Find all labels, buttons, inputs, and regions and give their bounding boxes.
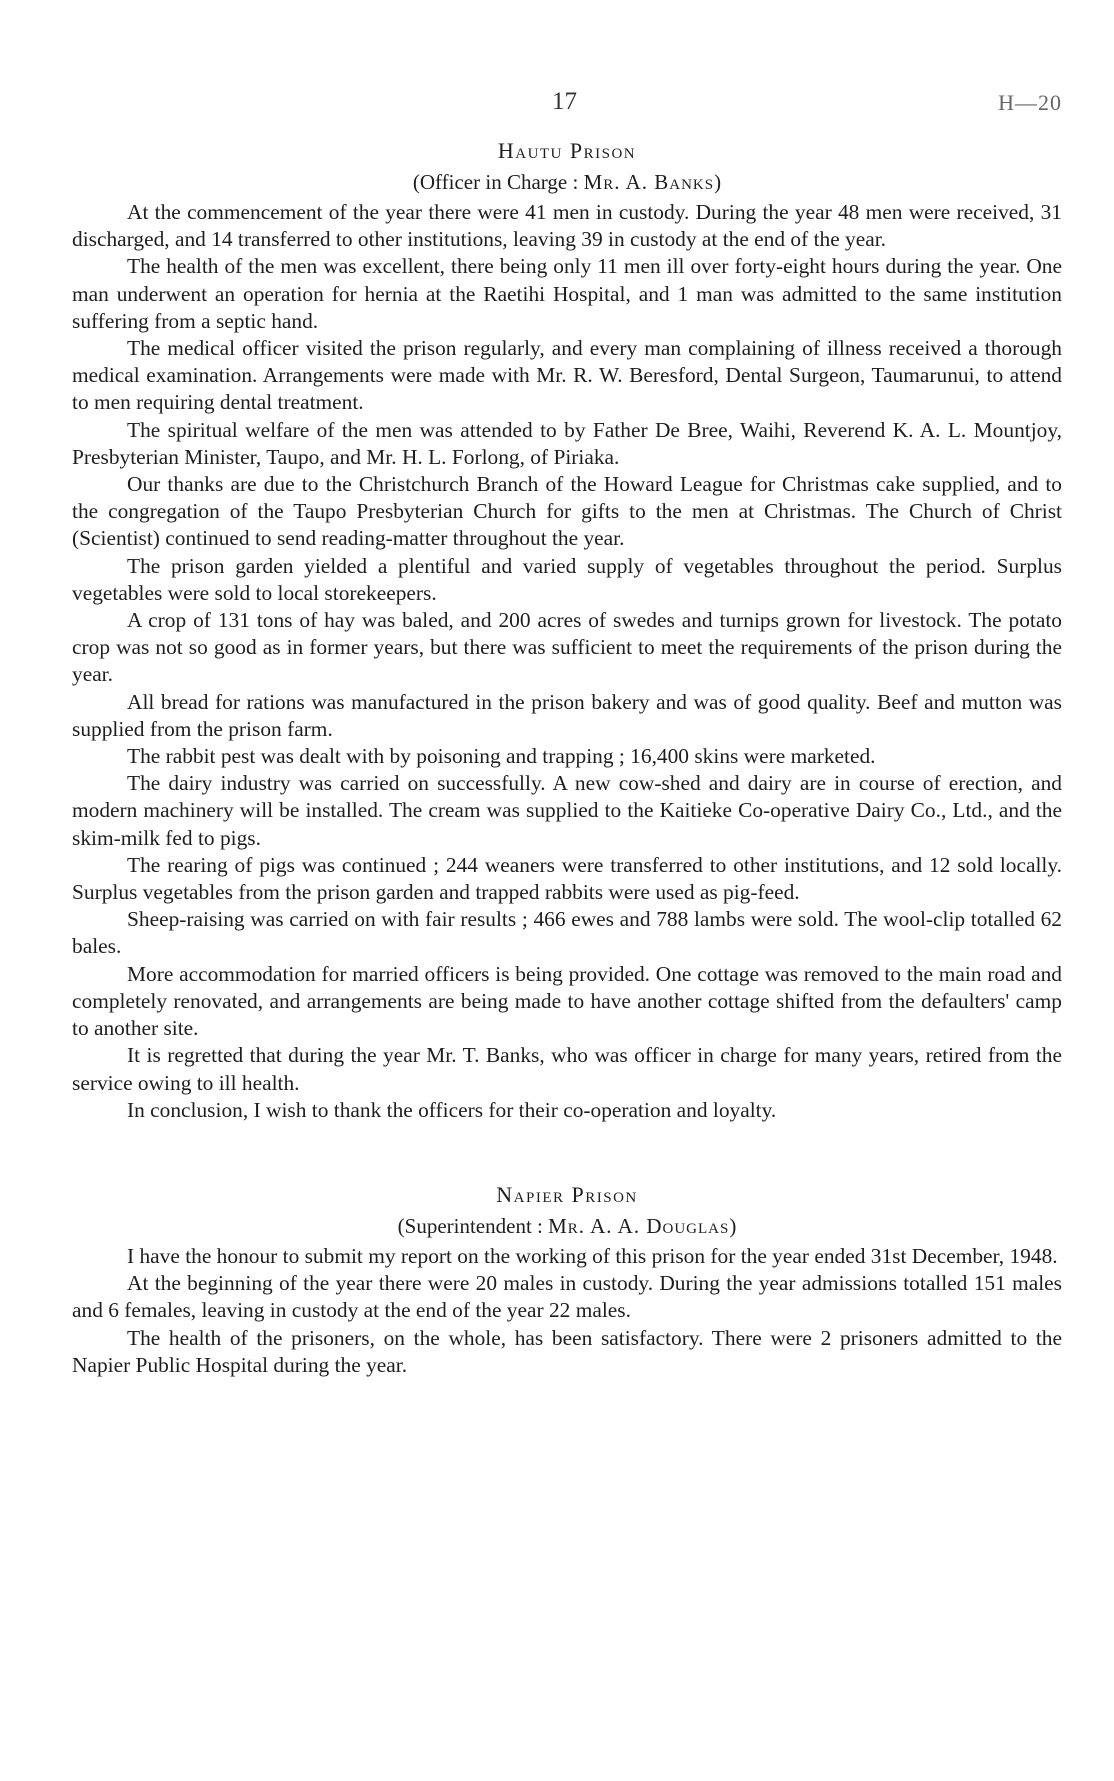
section-hautu-prison bbox=[72, 138, 1062, 1124]
officer-name: Mr. A. Banks bbox=[583, 170, 715, 194]
section-subtitle bbox=[72, 1214, 1062, 1239]
paragraph: At the commencement of the year there were 41 men in custody. During the year 48 men were received, 31 discharged, and 14 transferred to other institutions, leaving 39 in custody at the end of the year. bbox=[72, 200, 1062, 252]
page-header bbox=[72, 80, 1062, 124]
section-napier-prison bbox=[72, 1182, 1062, 1379]
paragraph: The spiritual welfare of the men was attended to by Father De Bree, Waihi, Reverend K. A. L. Mountjoy, Presbyterian Minister, Taupo, and Mr. H. L. Forlong, of Piriaka. bbox=[72, 417, 1062, 469]
paragraph: The rabbit pest was dealt with by poisoning and trapping ; 16,400 skins were marketed. bbox=[127, 744, 876, 769]
section-title: Hautu Prison bbox=[497, 138, 637, 163]
paragraph: The health of the prisoners, on the whole, has been satisfactory. There were 2 prisoners admitted to the Napier Public Hospital during the year. bbox=[72, 1325, 1062, 1377]
section-subtitle bbox=[72, 170, 1062, 195]
paragraph: At the beginning of the year there were 20 males in custody. During the year admissions totalled 151 males and 6 females, leaving in custody at the end of the year 22 males. bbox=[72, 1271, 1062, 1323]
section-spacer bbox=[72, 1124, 1062, 1168]
subtitle-suffix: ) bbox=[729, 1213, 737, 1238]
paragraph: Our thanks are due to the Christchurch Branch of the Howard League for Christmas cake supplied, and to the congregation of the Taupo Presbyterian Church for gifts to the men at Christmas. The Church of Christ (Scientist) continued to send reading-matter throughout the year. bbox=[72, 472, 1062, 551]
officer-name: Mr. A. A. Douglas bbox=[548, 1213, 730, 1238]
paragraph: All bread for rations was manufactured in the prison bakery and was of good quality. Beef and mutton was supplied from the prison farm. bbox=[72, 689, 1062, 741]
document-reference: H—20 bbox=[998, 90, 1062, 115]
subtitle-suffix: ) bbox=[714, 170, 722, 194]
paragraph: It is regretted that during the year Mr. T. Banks, who was officer in charge for many years, retired from the service owing to ill health. bbox=[72, 1043, 1062, 1095]
paragraph: Sheep-raising was carried on with fair results ; 466 ewes and 788 lambs were sold. The wool-clip totalled 62 bales. bbox=[72, 907, 1062, 959]
paragraph: The medical officer visited the prison regularly, and every man complaining of illness received a thorough medical examination. Arrangements were made with Mr. R. W. Beresford, Dental Surgeon, Taumarunui, to attend to men requiring dental treatment. bbox=[72, 336, 1062, 415]
paragraph: More accommodation for married officers is being provided. One cottage was removed to the main road and completely renovated, and arrangements are being made to have another cottage shifted from the defaulters' camp to another site. bbox=[72, 961, 1062, 1041]
paragraph: The health of the men was excellent, there being only 11 men ill over forty-eight hours during the year. One man underwent an operation for hernia at the Raetihi Hospital, and 1 man was admitted to the same institution suffering from a septic hand. bbox=[72, 254, 1062, 333]
paragraph: A crop of 131 tons of hay was baled, and 200 acres of swedes and turnips grown for livestock. The potato crop was not so good as in former years, but there was sufficient to meet the requirements of the prison during the year. bbox=[72, 608, 1062, 687]
paragraph: The dairy industry was carried on successfully. A new cow-shed and dairy are in course of erection, and modern machinery will be installed. The cream was supplied to the Kaitieke Co-operative Dairy Co., Ltd., and the skim-milk fed to pigs. bbox=[72, 771, 1062, 850]
section-title: Napier Prison bbox=[496, 1181, 638, 1207]
paragraph: The prison garden yielded a plentiful and varied supply of vegetables throughout the period. Surplus vegetables were sold to local storekeepers. bbox=[72, 553, 1062, 605]
document-page bbox=[72, 80, 1062, 1379]
paragraph: The rearing of pigs was continued ; 244 weaners were transferred to other institutions, and 12 sold locally. Surplus vegetables from the prison garden and trapped rabbits were used as pig-feed. bbox=[72, 852, 1062, 905]
subtitle-prefix: (Officer in Charge : bbox=[412, 170, 584, 194]
subtitle-prefix: (Superintendent : bbox=[397, 1213, 549, 1238]
paragraph: I have the honour to submit my report on the working of this prison for the year ended 31st December, 1948. bbox=[127, 1243, 1058, 1268]
page-number: 17 bbox=[552, 88, 577, 115]
paragraph: In conclusion, I wish to thank the officers for their co-operation and loyalty. bbox=[127, 1097, 777, 1122]
